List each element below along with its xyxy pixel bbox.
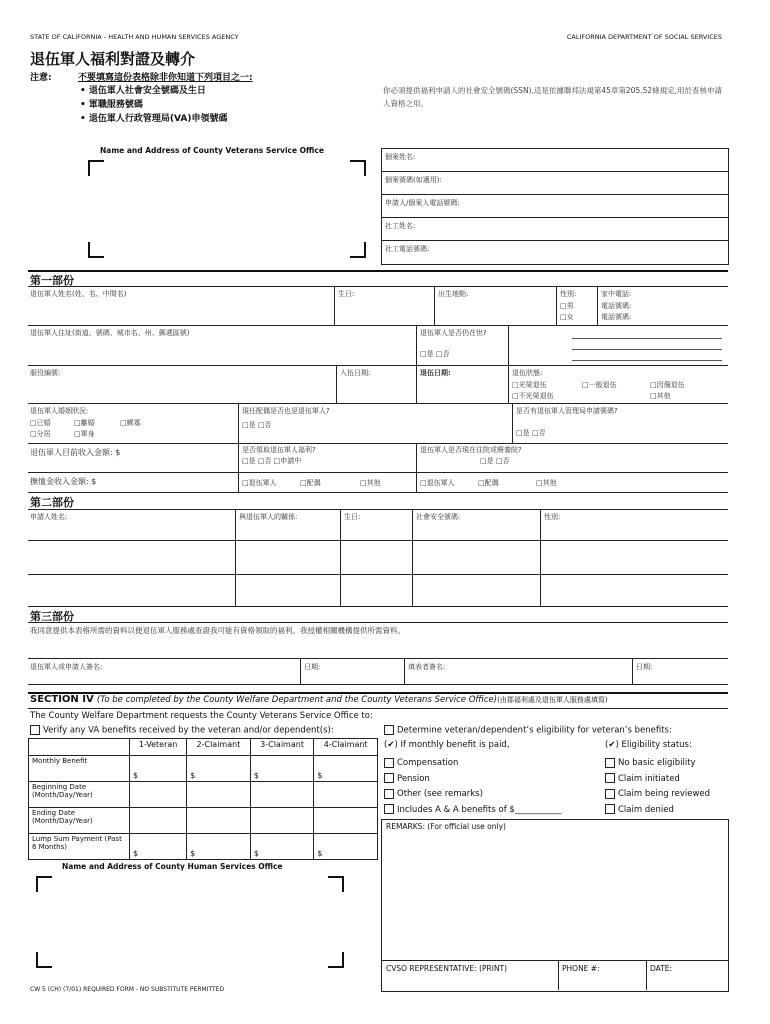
table-header-cell: 3-Claimant <box>250 739 314 756</box>
honorable-checkbox[interactable]: □光榮退伍 <box>512 381 547 389</box>
va-claim-checkbox[interactable]: □是 □否 <box>516 429 546 437</box>
aa-benefits-option[interactable]: Includes A & A benefits of $___________ <box>384 803 562 819</box>
no-eligibility-option[interactable]: No basic eligibility <box>605 756 710 772</box>
single-checkbox[interactable]: □單身 <box>74 430 95 438</box>
table-cell[interactable]: $ <box>250 756 314 782</box>
ssn-header: 社會安全號碼: <box>416 513 461 521</box>
notice-label: 注意: <box>30 73 52 83</box>
veteran-checkbox[interactable]: □退伍軍人 <box>242 479 277 487</box>
veteran-name-field[interactable]: 退伍軍人姓名(姓、名、中間名) <box>30 290 127 298</box>
remarks-label: REMARKS: (For official use only) <box>386 822 506 831</box>
notice-list <box>80 84 227 126</box>
case-name-field[interactable]: 個案姓名: <box>385 153 416 161</box>
table-cell[interactable] <box>250 808 314 834</box>
table-header-cell: 2-Claimant <box>187 739 251 756</box>
corner-mark <box>88 242 104 258</box>
cvso-phone-field[interactable]: PHONE #: <box>562 964 600 973</box>
corner-mark <box>88 160 104 176</box>
veteran-alive-checkbox[interactable]: □是 □否 <box>420 350 450 358</box>
relationship-header: 與退伍軍人的關係: <box>239 513 298 521</box>
table-row <box>29 808 378 834</box>
sex-label: 性別: <box>560 290 577 298</box>
claim-reviewed-option[interactable]: Claim being reviewed <box>605 787 710 803</box>
corner-mark <box>328 876 344 892</box>
table-header-row <box>29 739 378 756</box>
spouse-veteran-checkbox[interactable]: □是 □否 <box>242 421 272 429</box>
table-cell[interactable] <box>250 782 314 808</box>
section1-title: 第一部份 <box>30 274 74 287</box>
birthdate-header: 生日: <box>344 513 361 521</box>
sex-female-checkbox[interactable]: □女 <box>560 313 574 321</box>
row-label: Lump Sum Payment (Past 6 Months) <box>29 834 130 860</box>
hospitalized-label: 退伍軍人是否現在住院或療養院? <box>420 446 522 454</box>
corner-mark <box>350 160 366 176</box>
county-hso-label: Name and Address of County Human Services Office <box>62 862 283 871</box>
service-number-field[interactable]: 服役編號: <box>30 369 61 377</box>
verify-checkbox[interactable] <box>30 725 40 735</box>
cvso-date-field[interactable]: DATE: <box>650 964 673 973</box>
medical-checkbox[interactable]: □因傷退伍 <box>650 381 685 389</box>
determine-checkbox[interactable] <box>384 725 394 735</box>
va-benefits-label: 是否領取退伍軍人福利? <box>242 446 316 454</box>
table-cell[interactable] <box>187 808 251 834</box>
general-checkbox[interactable]: □一般退伍 <box>582 381 617 389</box>
applicant-signature-field[interactable]: 退伍軍人或申請人簽名: <box>30 663 103 671</box>
corner-mark <box>350 242 366 258</box>
corner-mark <box>328 952 344 968</box>
veteran-checkbox-2[interactable]: □退伍軍人 <box>420 479 455 487</box>
worker-name-field[interactable]: 社工姓名: <box>385 222 416 230</box>
phone-number-field[interactable]: 電話號碼: <box>601 302 632 310</box>
table-cell[interactable] <box>314 782 378 808</box>
other-checkbox[interactable]: □其他 <box>360 479 381 487</box>
divorced-checkbox[interactable]: □離婚 <box>74 419 95 427</box>
spouse-checkbox-2[interactable]: □配偶 <box>478 479 499 487</box>
notice-text: 不要填寫這份表格除非你知道下列項目之一: <box>78 73 253 83</box>
compensation-option[interactable]: Compensation <box>384 756 562 772</box>
notice-item: • 軍職服務號碼 <box>80 100 143 110</box>
signature-date-field[interactable]: 日期: <box>304 663 321 671</box>
worker-phone-field[interactable]: 社工電話號碼: <box>385 245 430 253</box>
preparer-date-field[interactable]: 日期: <box>636 663 653 671</box>
row-label: Ending Date (Month/Day/Year) <box>29 808 130 834</box>
pension-option[interactable]: Pension <box>384 772 562 788</box>
request-text: The County Welfare Department requests the County Veterans Service Office to: <box>30 711 373 721</box>
other-checkbox-2[interactable]: □其他 <box>536 479 557 487</box>
agency-left: STATE OF CALIFORNIA - HEALTH AND HUMAN SERVICES AGENCY <box>30 33 239 41</box>
section2-title: 第二部份 <box>30 496 74 509</box>
notice-item: • 退伍軍人行政管理局(VA)申領號碼 <box>80 114 228 124</box>
home-phone-field[interactable]: 家中電話: <box>601 290 632 298</box>
applicant-phone-field[interactable]: 申請人/個案人電話號碼: <box>385 199 460 207</box>
discharge-date-field[interactable]: 退伍日期: <box>420 369 451 377</box>
claim-denied-option[interactable]: Claim denied <box>605 803 710 819</box>
married-checkbox[interactable]: □已婚 <box>30 419 51 427</box>
case-number-field[interactable]: 個案號碼(如適用): <box>385 176 442 184</box>
table-cell[interactable]: $ <box>130 756 187 782</box>
spouse-veteran-label: 現任配偶是否也是退伍軍人? <box>242 407 330 415</box>
row-label: Beginning Date (Month/Day/Year) <box>29 782 130 808</box>
table-cell[interactable] <box>130 808 187 834</box>
table-cell[interactable]: $ <box>250 834 314 860</box>
section4-subtitle-zh: (由郡福利處及退伍軍人服務處填寫) <box>497 696 608 704</box>
row-label: Monthly Benefit <box>29 756 130 782</box>
table-header-cell: 1-Veteran <box>130 739 187 756</box>
verify-option[interactable]: Verify any VA benefits received by the veteran and/or dependent(s): <box>30 725 334 736</box>
phone-number-field[interactable]: 電話號碼: <box>601 313 632 321</box>
table-row <box>29 782 378 808</box>
preparer-signature-field[interactable]: 填表者簽名: <box>408 663 446 671</box>
sex-male-checkbox[interactable]: □男 <box>560 302 574 310</box>
hospitalized-checkbox[interactable]: □是 □否 <box>480 457 510 465</box>
spouse-checkbox[interactable]: □配偶 <box>300 479 321 487</box>
table-cell[interactable] <box>130 782 187 808</box>
veteran-alive-label: 退伍軍人是否仍在世? <box>420 329 487 337</box>
benefit-table <box>28 738 378 860</box>
corner-mark <box>36 876 52 892</box>
table-cell[interactable]: $ <box>130 834 187 860</box>
dishonorable-checkbox[interactable]: □不光榮退伍 <box>512 392 554 400</box>
status-options <box>605 756 710 818</box>
applicant-name-header: 申請人姓名: <box>30 513 68 521</box>
widowed-checkbox[interactable]: □鰥寡 <box>120 419 141 427</box>
table-cell[interactable]: $ <box>187 834 251 860</box>
paid-options <box>384 756 562 818</box>
section4-subtitle: (To be completed by the County Welfare Department and the County Veterans Service Office) <box>96 695 498 705</box>
corner-mark <box>36 952 52 968</box>
table-header-cell <box>29 739 130 756</box>
sex-header: 性別: <box>544 513 561 521</box>
birthplace-field[interactable]: 出生地點: <box>438 290 469 298</box>
separated-checkbox[interactable]: □分居 <box>30 430 51 438</box>
if-paid-label: (✔) If monthly benefit is paid, <box>384 740 510 750</box>
veteran-income-field[interactable]: 退伍軍人目前收入金額: $ <box>30 448 121 457</box>
consent-text: 我同意提供本表格所需的資料以便退伍軍人服務處查證我可能有資格領取的福利。我授權相關機構提供所需資料。 <box>30 626 405 635</box>
section3-title: 第三部份 <box>30 610 74 623</box>
veteran-address-field[interactable]: 退伍軍人住址(街道、號碼、城市名、州、郵遞區號) <box>30 329 190 337</box>
section4-heading <box>30 694 608 705</box>
agency-right: CALIFORNIA DEPARTMENT OF SOCIAL SERVICES <box>566 33 722 41</box>
determine-option[interactable]: Determine veteran/dependent’s eligibility for veteran’s benefits: <box>384 725 672 736</box>
entry-date-field[interactable]: 入伍日期: <box>340 369 371 377</box>
birthdate-field[interactable]: 生日: <box>338 290 355 298</box>
section4-title: SECTION IV <box>30 694 94 705</box>
discharge-status-label: 退伍狀態: <box>512 369 543 377</box>
status-label: (✔) Eligibility status: <box>605 740 692 750</box>
pension-income-field[interactable]: 撫恤金收入金額: $ <box>30 477 97 486</box>
marital-status-label: 退伍軍人婚姻狀況: <box>30 407 89 415</box>
table-cell[interactable]: $ <box>314 834 378 860</box>
other-discharge-checkbox[interactable]: □其他 <box>650 392 671 400</box>
table-cell[interactable] <box>187 782 251 808</box>
form-footer: CW 5 (CH) (7/01) REQUIRED FORM - NO SUBSTITUTE PERMITTED <box>30 986 225 993</box>
table-cell[interactable] <box>314 808 378 834</box>
notice-item: • 退伍軍人社會安全號碼及生日 <box>80 86 206 96</box>
va-claim-label: 是否有退伍軍人管理局申請號碼? <box>516 407 618 415</box>
table-row <box>29 834 378 860</box>
va-benefits-checkbox[interactable]: □是 □否 □申請中 <box>242 457 302 465</box>
claim-initiated-option[interactable]: Claim initiated <box>605 772 710 788</box>
ssn-notice: 你必須提供福利申請人的社會安全號碼(SSN),這是依據聯邦法規第45章第205.52條規定,用於查核申請人資格之用。 <box>383 86 723 108</box>
table-row <box>29 756 378 782</box>
county-vso-label: Name and Address of County Veterans Service Office <box>100 146 324 155</box>
table-cell[interactable]: $ <box>187 756 251 782</box>
table-header-cell: 4-Claimant <box>314 739 378 756</box>
table-cell[interactable]: $ <box>314 756 378 782</box>
cvso-rep-field[interactable]: CVSO REPRESENTATIVE: (PRINT) <box>386 964 508 973</box>
other-option[interactable]: Other (see remarks) <box>384 787 562 803</box>
form-title: 退伍軍人福利對證及轉介 <box>30 50 196 68</box>
